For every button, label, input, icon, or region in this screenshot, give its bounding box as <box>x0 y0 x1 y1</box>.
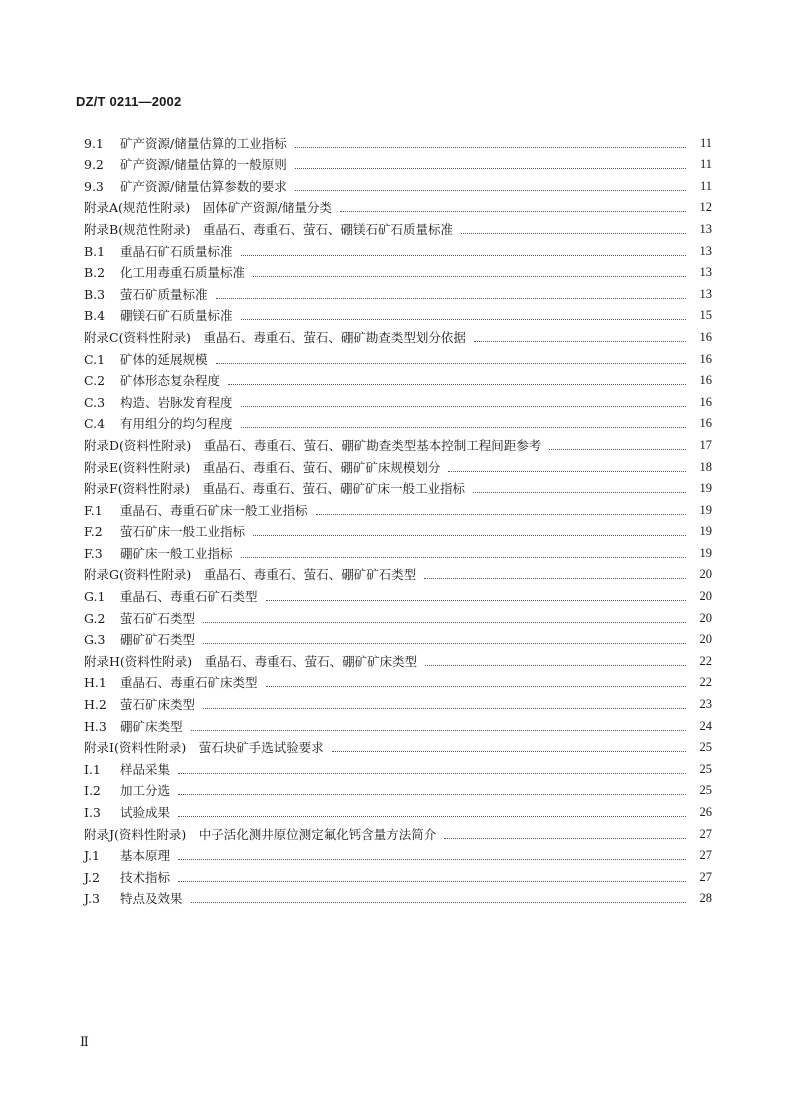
toc-entry-number: 9.2 <box>84 157 104 173</box>
toc-entry-label <box>84 136 287 151</box>
toc-entry-label <box>84 827 436 842</box>
toc-entry-number: I.1 <box>84 761 101 777</box>
toc-dot-leader <box>178 793 686 795</box>
toc-entry-title: 硼矿床类型 <box>120 718 183 734</box>
toc-entry[interactable] <box>84 669 712 691</box>
toc-dot-leader <box>474 340 686 342</box>
toc-dot-leader <box>266 685 686 687</box>
toc-entry-page: 11 <box>699 135 712 150</box>
toc-entry-label <box>84 675 258 690</box>
toc-entry-page: 13 <box>699 243 712 258</box>
toc-entry-label <box>84 395 233 410</box>
toc-entry[interactable] <box>84 626 712 648</box>
toc-entry-title: 基本原理 <box>120 848 171 864</box>
toc-entry-label <box>84 416 233 431</box>
toc-entry-page: 20 <box>699 589 712 604</box>
toc-dot-leader <box>241 318 686 320</box>
toc-entry-number: C.1 <box>84 351 106 367</box>
toc-entry-number: 9.1 <box>84 135 104 151</box>
toc-entry-label <box>84 783 170 798</box>
toc-entry-number: 附录 <box>84 200 110 216</box>
toc-entry-number: 附录 <box>84 481 110 497</box>
toc-entry-title: 重晶石、毒重石矿床类型 <box>120 675 258 691</box>
toc-entry[interactable] <box>84 323 712 345</box>
toc-dot-leader <box>295 146 686 148</box>
toc-entry-page: 11 <box>699 157 712 172</box>
toc-entry-label <box>84 805 170 820</box>
toc-dot-leader <box>191 901 686 903</box>
toc-dot-leader <box>241 426 686 428</box>
toc-entry[interactable] <box>84 539 712 561</box>
toc-entry-title: 萤石矿床一般工业指标 <box>120 524 246 540</box>
toc-dot-leader <box>461 232 686 234</box>
toc-entry-number: H.1 <box>84 675 107 691</box>
toc-entry-number: G.1 <box>84 589 106 605</box>
toc-entry-title: 萤石矿质量标准 <box>120 286 208 302</box>
toc-entry[interactable] <box>84 129 712 151</box>
toc-entry-title: J(资料性附录) 中子活化测井原位测定氟化钙含量方法简介 <box>109 826 437 842</box>
toc-entry-label <box>84 330 466 345</box>
toc-entry-number: F.2 <box>84 524 103 540</box>
toc-entry-page: 15 <box>699 308 712 323</box>
toc-entry-label <box>84 222 453 237</box>
toc-entry-number: J.3 <box>84 891 100 907</box>
toc-entry[interactable] <box>84 215 712 237</box>
toc-entry-page: 16 <box>699 351 712 366</box>
toc-entry-title: H(资料性附录) 重晶石、毒重石、萤石、硼矿矿床类型 <box>109 653 418 669</box>
toc-entry-title: 重晶石矿石质量标准 <box>120 243 233 259</box>
toc-entry[interactable] <box>84 431 712 453</box>
toc-entry-title: 矿产资源/储量估算的工业指标 <box>120 135 287 151</box>
toc-entry[interactable] <box>84 194 712 216</box>
toc-entry-title: B(规范性附录) 重晶石、毒重石、萤石、硼镁石矿石质量标准 <box>109 221 453 237</box>
toc-dot-leader <box>295 189 686 191</box>
toc-entry[interactable] <box>84 842 712 864</box>
toc-entry-number: J.1 <box>84 848 100 864</box>
toc-dot-leader <box>316 513 686 515</box>
toc-entry-title: D(资料性附录) 重晶石、毒重石、萤石、硼矿勘查类型基本控制工程间距参考 <box>109 437 542 453</box>
toc-entry[interactable] <box>84 820 712 842</box>
toc-dot-leader <box>178 880 686 882</box>
toc-dot-leader <box>266 599 686 601</box>
toc-entry-page: 16 <box>699 373 712 388</box>
toc-entry-number: B.2 <box>84 265 106 281</box>
toc-dot-leader <box>191 729 686 731</box>
toc-entry-title: 萤石矿石类型 <box>120 610 196 626</box>
toc-entry-number: B.4 <box>84 308 106 324</box>
toc-entry-title: 重晶石、毒重石矿床一般工业指标 <box>120 502 308 518</box>
table-of-contents <box>84 129 712 906</box>
toc-entry-label <box>84 697 195 712</box>
toc-entry-page: 19 <box>699 481 712 496</box>
toc-dot-leader <box>425 664 686 666</box>
toc-entry-number: J.2 <box>84 869 100 885</box>
toc-entry-page: 22 <box>699 675 712 690</box>
toc-entry-page: 27 <box>699 848 712 863</box>
toc-entry[interactable] <box>84 712 712 734</box>
toc-entry-number: 附录 <box>84 653 110 669</box>
toc-entry-label <box>84 654 417 669</box>
toc-entry-title: 化工用毒重石质量标准 <box>120 265 246 281</box>
toc-entry[interactable] <box>84 518 712 540</box>
toc-entry-page: 17 <box>699 437 712 452</box>
toc-entry-page: 13 <box>699 265 712 280</box>
toc-dot-leader <box>549 448 686 450</box>
toc-entry-title: 有用组分的均匀程度 <box>120 416 233 432</box>
toc-entry[interactable] <box>84 496 712 518</box>
toc-entry-page: 28 <box>699 891 712 906</box>
toc-entry-label <box>84 719 183 734</box>
toc-entry-title: 矿产资源/储量估算参数的要求 <box>120 178 287 194</box>
toc-entry-title: E(资料性附录) 重晶石、毒重石、萤石、硼矿矿床规模划分 <box>109 459 441 475</box>
toc-entry[interactable] <box>84 690 712 712</box>
toc-entry-number: I.3 <box>84 805 101 820</box>
toc-dot-leader <box>178 772 686 774</box>
toc-entry-page: 20 <box>699 632 712 647</box>
toc-entry-label <box>84 179 287 194</box>
toc-entry-number: B.1 <box>84 243 106 259</box>
toc-dot-leader <box>203 642 686 644</box>
toc-entry-label <box>84 200 332 215</box>
toc-entry[interactable] <box>84 734 712 756</box>
toc-entry[interactable] <box>84 885 712 907</box>
toc-entry-page: 25 <box>699 783 712 798</box>
toc-entry[interactable] <box>84 582 712 604</box>
toc-dot-leader <box>332 750 686 752</box>
toc-entry-page: 16 <box>699 416 712 431</box>
toc-entry-page: 19 <box>699 524 712 539</box>
toc-entry-number: I.2 <box>84 783 101 799</box>
toc-entry-page: 22 <box>699 653 712 668</box>
toc-entry-title: 试验成果 <box>120 805 171 820</box>
toc-entry[interactable] <box>84 777 712 799</box>
toc-dot-leader <box>178 858 686 860</box>
toc-entry-label <box>84 438 541 453</box>
toc-dot-leader <box>178 815 686 817</box>
toc-entry-title: 矿产资源/储量估算的一般原则 <box>120 157 287 173</box>
toc-entry[interactable] <box>84 755 712 777</box>
toc-entry-title: A(规范性附录) 固体矿产资源/储量分类 <box>109 200 333 216</box>
toc-entry-label <box>84 891 183 906</box>
toc-entry-page: 20 <box>699 567 712 582</box>
toc-entry-page: 25 <box>699 740 712 755</box>
toc-dot-leader <box>424 577 686 579</box>
toc-entry[interactable] <box>84 302 712 324</box>
toc-entry-page: 19 <box>699 545 712 560</box>
toc-dot-leader <box>228 383 686 385</box>
toc-entry-number: G.3 <box>84 632 106 648</box>
toc-entry[interactable] <box>84 453 712 475</box>
toc-entry-page: 26 <box>699 805 712 819</box>
toc-entry-title: 硼镁石矿石质量标准 <box>120 308 233 324</box>
toc-entry[interactable] <box>84 604 712 626</box>
toc-entry-label <box>84 481 465 496</box>
toc-entry-number: F.1 <box>84 502 103 518</box>
toc-entry[interactable] <box>84 259 712 281</box>
toc-entry-page: 20 <box>699 610 712 625</box>
toc-entry-number: G.2 <box>84 610 106 626</box>
toc-entry-label <box>84 373 220 388</box>
toc-entry-number: 附录 <box>84 567 110 583</box>
toc-entry-title: 技术指标 <box>120 869 171 885</box>
toc-entry-label <box>84 546 233 561</box>
toc-entry-title: 硼矿矿石类型 <box>120 632 196 648</box>
toc-entry-label <box>84 740 324 755</box>
toc-entry-title: 构造、岩脉发育程度 <box>120 394 233 410</box>
toc-entry-label <box>84 503 308 518</box>
toc-dot-leader <box>448 470 686 472</box>
toc-entry-label <box>84 308 233 323</box>
toc-dot-leader <box>295 167 686 169</box>
toc-entry-title: 加工分选 <box>120 783 171 799</box>
toc-entry-number: 附录 <box>84 459 110 475</box>
toc-entry-label <box>84 524 245 539</box>
toc-dot-leader <box>340 210 686 212</box>
toc-entry-title: 硼矿床一般工业指标 <box>120 545 233 561</box>
toc-entry-number: B.3 <box>84 286 106 302</box>
toc-entry[interactable] <box>84 647 712 669</box>
toc-entry-title: 矿体形态复杂程度 <box>120 373 221 389</box>
toc-entry[interactable] <box>84 280 712 302</box>
toc-entry-label <box>84 244 233 259</box>
toc-dot-leader <box>203 707 686 709</box>
toc-entry-number: 附录 <box>84 826 110 842</box>
toc-dot-leader <box>216 362 686 364</box>
toc-entry-page: 19 <box>699 502 712 517</box>
toc-dot-leader <box>253 275 686 277</box>
toc-entry-number: C.2 <box>84 373 106 389</box>
toc-entry-title: 特点及效果 <box>120 891 183 907</box>
toc-entry-title: C(资料性附录) 重晶石、毒重石、萤石、硼矿勘查类型划分依据 <box>109 329 466 345</box>
toc-entry-page: 27 <box>699 826 712 841</box>
toc-entry-label <box>84 157 287 172</box>
toc-entry-label <box>84 762 170 777</box>
toc-entry-label <box>84 611 195 626</box>
toc-entry-page: 24 <box>699 718 712 733</box>
toc-entry[interactable] <box>84 237 712 259</box>
toc-entry-number: 附录 <box>84 221 110 237</box>
toc-entry-label <box>84 352 208 367</box>
toc-dot-leader <box>473 491 686 493</box>
page-number: Ⅱ <box>80 1034 89 1049</box>
toc-entry-number: C.3 <box>84 394 106 410</box>
toc-entry-title: 重晶石、毒重石矿石类型 <box>120 589 258 605</box>
toc-entry-page: 27 <box>699 869 712 884</box>
toc-entry-label <box>84 567 416 582</box>
toc-entry[interactable] <box>84 798 712 820</box>
toc-entry-title: 萤石矿床类型 <box>120 697 196 713</box>
toc-dot-leader <box>216 297 686 299</box>
toc-entry-number: C.4 <box>84 416 106 432</box>
toc-entry-label <box>84 632 195 647</box>
toc-entry[interactable] <box>84 172 712 194</box>
toc-entry-page: 25 <box>699 761 712 776</box>
toc-entry-number: F.3 <box>84 545 103 561</box>
toc-entry-label <box>84 460 440 475</box>
toc-entry[interactable] <box>84 345 712 367</box>
toc-dot-leader <box>203 621 686 623</box>
toc-entry-label <box>84 265 245 280</box>
toc-entry-title: G(资料性附录) 重晶石、毒重石、萤石、硼矿矿石类型 <box>109 567 417 583</box>
toc-entry[interactable] <box>84 388 712 410</box>
toc-entry-number: H.3 <box>84 718 107 734</box>
toc-entry-number: 9.3 <box>84 178 104 194</box>
toc-dot-leader <box>444 837 686 839</box>
toc-entry-title: I(资料性附录) 萤石块矿手选试验要求 <box>109 740 324 756</box>
toc-dot-leader <box>253 534 686 536</box>
toc-entry-title: 样品采集 <box>120 761 171 777</box>
toc-entry[interactable] <box>84 410 712 432</box>
toc-entry-label <box>84 848 170 863</box>
toc-entry[interactable] <box>84 151 712 173</box>
toc-entry-page: 16 <box>699 329 712 344</box>
toc-entry-page: 16 <box>699 394 712 409</box>
toc-entry-number: 附录 <box>84 437 110 453</box>
toc-entry[interactable] <box>84 863 712 885</box>
toc-entry[interactable] <box>84 561 712 583</box>
toc-entry-label <box>84 287 208 302</box>
toc-dot-leader <box>241 556 686 558</box>
toc-dot-leader <box>241 254 686 256</box>
document-code-header: DZ/T 0211—2002 <box>76 94 182 109</box>
toc-entry-number: 附录 <box>84 740 110 756</box>
toc-entry-title: 矿体的延展规模 <box>120 351 208 367</box>
toc-entry-label <box>84 870 170 885</box>
toc-entry-page: 13 <box>699 286 712 301</box>
toc-entry[interactable] <box>84 367 712 389</box>
toc-entry-title: F(资料性附录) 重晶石、毒重石、萤石、硼矿矿床一般工业指标 <box>109 481 465 497</box>
toc-entry-page: 18 <box>699 459 712 474</box>
toc-entry-number: 附录 <box>84 329 110 345</box>
toc-entry[interactable] <box>84 475 712 497</box>
toc-entry-page: 13 <box>699 221 712 236</box>
toc-entry-label <box>84 589 258 604</box>
toc-dot-leader <box>241 405 686 407</box>
toc-entry-page: 23 <box>699 697 712 712</box>
toc-entry-page: 12 <box>699 200 712 215</box>
toc-entry-page: 11 <box>699 178 712 193</box>
toc-entry-number: H.2 <box>84 697 107 713</box>
